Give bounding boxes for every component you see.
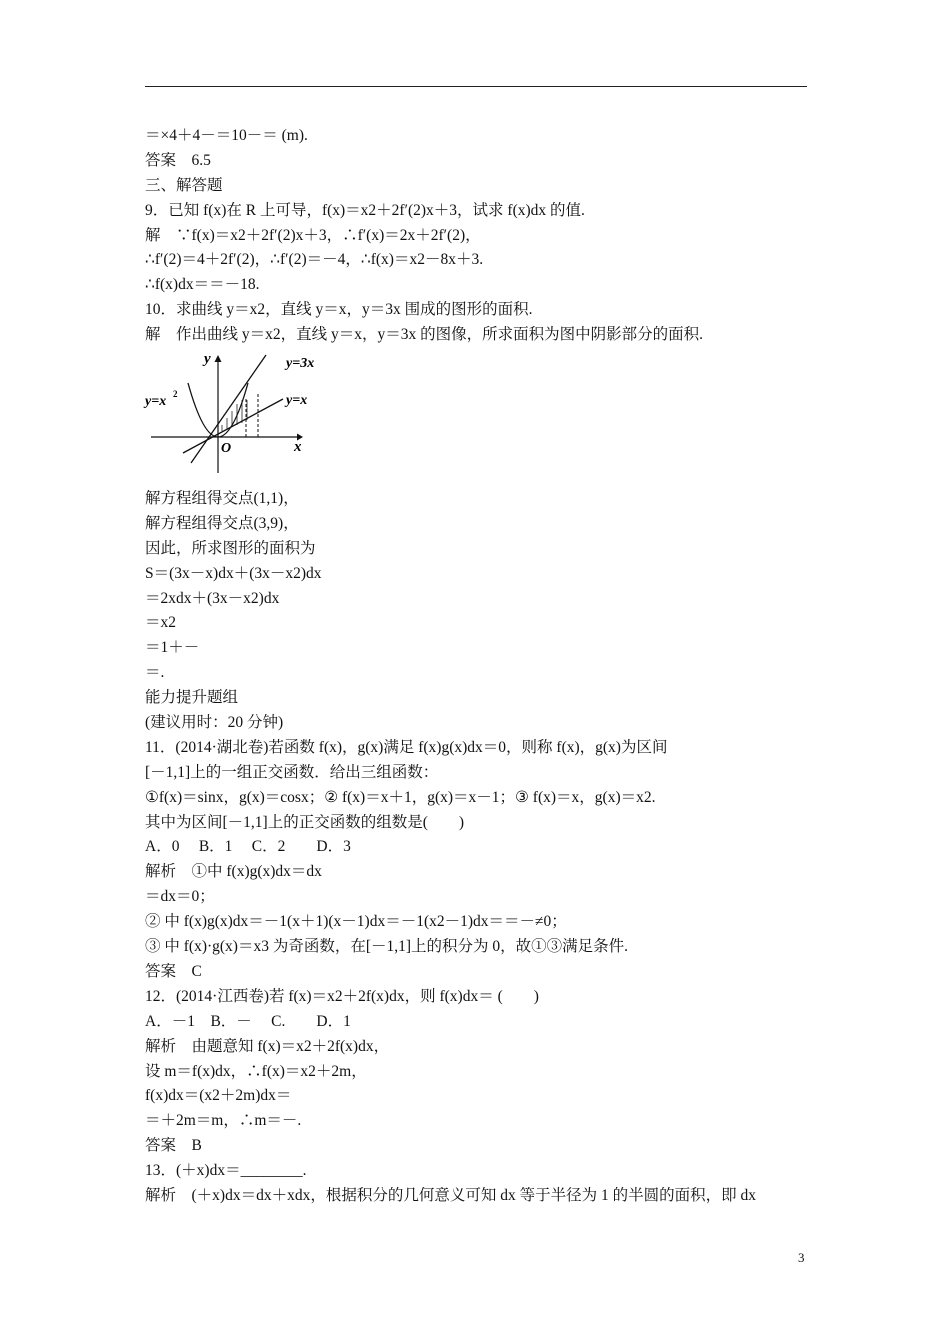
y-axis-arrow [215,355,222,362]
text-line: 解 ∵f(x)＝x2＋2f′(2)x＋3，∴f′(x)＝2x＋2f′(2)， [145,226,481,244]
text-line: ∴f(x)dx＝＝－18. [145,276,260,294]
text-line: 解 作出曲线 y＝x2，直线 y＝x，y＝3x 的图像，所求面积为图中阴影部分的面积. [145,326,704,344]
text-line: 10．求曲线 y＝x2，直线 y＝x，y＝3x 围成的图形的面积. [145,301,533,319]
text-line: S＝(3x－x)dx＋(3x－x2)dx [145,564,322,582]
graph-figure [143,353,333,478]
text-line: ③ 中 f(x)·g(x)＝x3 为奇函数，在[－1,1]上的积分为 0，故①③满足条件. [145,938,629,956]
text-line: 设 m＝f(x)dx，∴f(x)＝x2＋2m， [145,1062,367,1080]
text-line: ＝2xdx＋(3x－x2)dx [145,589,280,607]
text-line: 因此，所求图形的面积为 [145,539,316,557]
label-x-axis: x [294,439,302,456]
area-graph [143,353,333,478]
text-line: 答案 6.5 [145,151,211,169]
text-line: 答案 C [145,962,202,980]
page-number: 3 [798,1250,805,1265]
text-line: [－1,1]上的一组正交函数．给出三组函数： [145,763,439,781]
text-line: ② 中 f(x)g(x)dx＝－1(x＋1)(x－1)dx＝－1(x2－1)dx＝＝－≠0； [145,913,567,931]
text-line: ＝. [145,664,165,682]
header-rule [145,86,807,87]
text-line: ＝×4＋4－＝10－＝ (m). [145,127,308,144]
text-line: 13．(＋x)dx＝________. [145,1162,307,1180]
text-line: ∴f′(2)＝4＋2f′(2)，∴f′(2)＝－4，∴f(x)＝x2－8x＋3. [145,251,484,269]
text-line: ＝dx＝0； [145,888,215,906]
text-line: 解析 (＋x)dx＝dx＋xdx，根据积分的几何意义可知 dx 等于半径为 1 的半圆的面积，即 dx [145,1186,756,1204]
text-line: 解析 ①中 f(x)g(x)dx＝dx [145,863,322,881]
text-line: 解析 由题意知 f(x)＝x2＋2f(x)dx， [145,1037,390,1055]
text-line: ①f(x)＝sinx，g(x)＝cosx；② f(x)＝x＋1，g(x)＝x－1；③ f(x)＝x，g(x)＝x2. [145,788,656,806]
text-line: 三、解答题 [145,176,223,194]
line-x [183,399,283,453]
label-line-x: y=x [286,393,308,409]
shaded-region [222,400,247,431]
text-line: A．0 B．1 C．2 D．3 [145,838,351,856]
text-line: 其中为区间[－1,1]上的正交函数的组数是( ) [145,813,465,831]
label-curve: y=x [145,394,167,410]
text-block-before-figure [145,124,815,348]
text-line: 12．(2014·江西卷)若 f(x)＝x2＋2f(x)dx，则 f(x)dx＝ ( ) [145,987,539,1005]
page-body [145,124,815,1209]
text-line: ＝＋2m＝m，∴m＝－. [145,1112,302,1130]
text-line: 11．(2014·湖北卷)若函数 f(x)，g(x)满足 f(x)g(x)dx＝0，则称 f(x)，g(x)为区间 [145,738,668,756]
text-line: 解方程组得交点(1,1)， [145,490,299,508]
label-origin: O [221,441,232,457]
text-line: 解方程组得交点(3,9)， [145,514,299,532]
label-curve-exponent: 2 [173,389,178,400]
text-line: (建议用时：20 分钟) [145,714,284,732]
text-line: A．－1 B．－ C. D．1 [145,1012,351,1030]
text-line: 答案 B [145,1137,202,1155]
label-line-3x: y=3x [286,356,315,372]
text-line: ＝1＋－ [145,639,200,657]
text-block-after-figure [145,487,815,1209]
text-line: ＝x2 [145,614,177,632]
text-line: f(x)dx＝(x2＋2m)dx＝ [145,1087,292,1105]
label-y-axis: y [204,353,211,368]
text-line: 能力提升题组 [145,689,239,707]
text-line: 9．已知 f(x)在 R 上可导，f(x)＝x2＋2f′(2)x＋3，试求 f(x)dx 的值. [145,201,585,219]
